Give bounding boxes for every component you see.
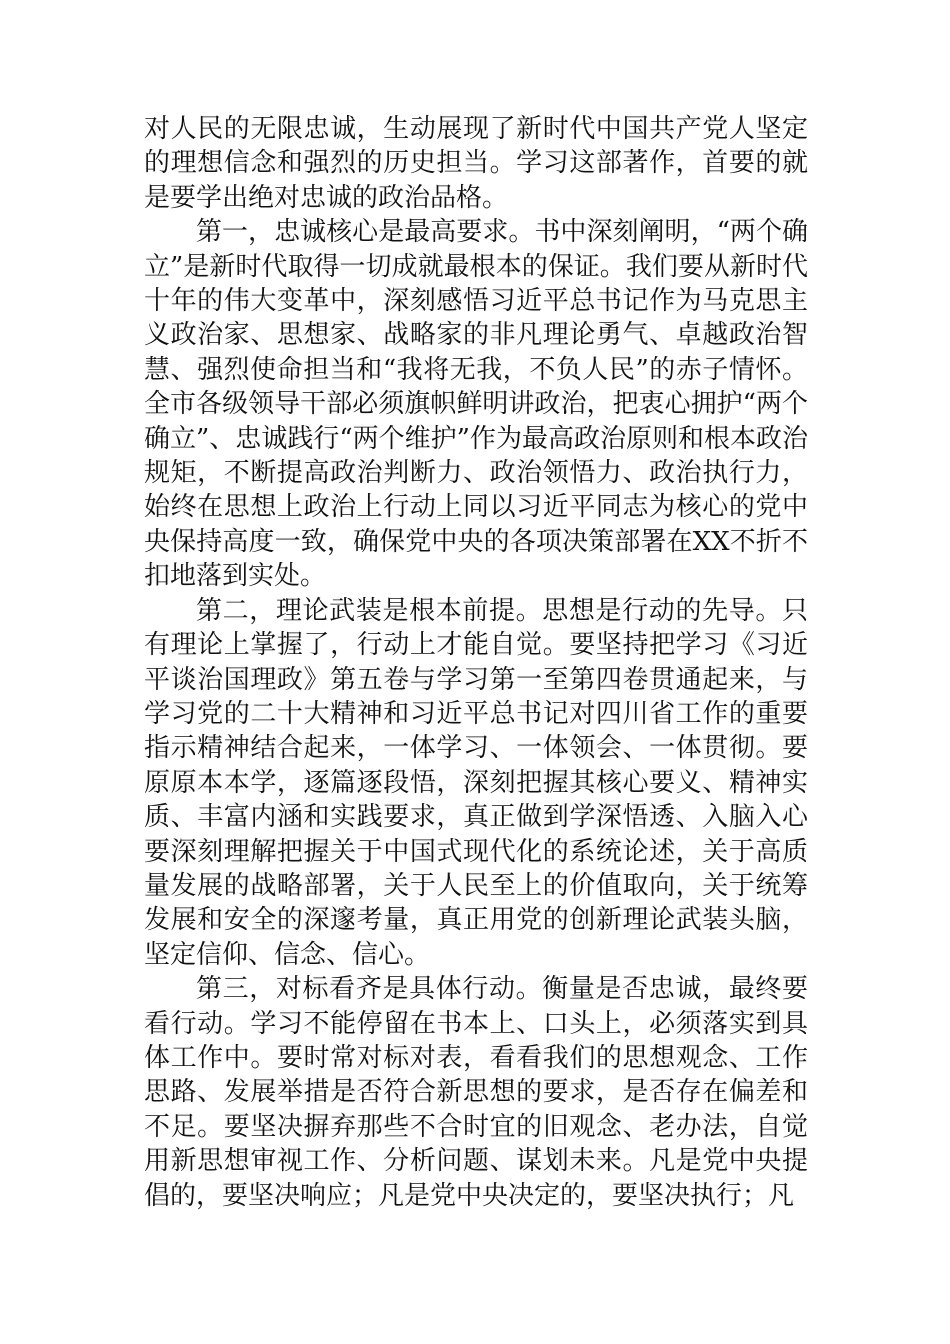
paragraph-second-point: 第二，理论武装是根本前提。思想是行动的先导。只有理论上掌握了，行动上才能自觉。要坚持把学习《习近平谈治国理政》第五卷与学习第一至第四卷贯通起来，与学习党的二十大精神和习近平总书记对四川省工作的重要指示精神结合起来，一体学习、一体领会、一体贯彻。要原原本本学，逐篇逐段悟，深刻把握其核心要义、精神实质、丰富内涵和实践要求，真正做到学深悟透、入脑入心要深刻理解把握关于中国式现代化的系统论述，关于高质量发展的战略部署，关于人民至上的价值取向，关于统筹发展和安全的深邃考量，真正用党的创新理论武装头脑，坚定信仰、信念、信心。 bbox=[144, 595, 808, 970]
paragraph-first-point: 第一，忠诚核心是最高要求。书中深刻阐明，“两个确立”是新时代取得一切成就最根本的保证。我们要从新时代十年的伟大变革中，深刻感悟习近平总书记作为马克思主义政治家、思想家、战略家的非凡理论勇气、卓越政治智慧、强烈使命担当和“我将无我，不负人民”的赤子情怀。全市各级领导干部必须旗帜鲜明讲政治，把衷心拥护“两个确立”、忠诚践行“两个维护”作为最高政治原则和根本政治规矩，不断提高政治判断力、政治领悟力、政治执行力，始终在思想上政治上行动上同以习近平同志为核心的党中央保持高度一致，确保党中央的各项决策部署在XX不折不扣地落到实处。 bbox=[144, 217, 808, 592]
document-body bbox=[144, 112, 808, 1213]
paragraph-intro: 对人民的无限忠诚，生动展现了新时代中国共产党人坚定的理想信念和强烈的历史担当。学习这部著作，首要的就是要学出绝对忠诚的政治品格。 bbox=[144, 114, 808, 213]
paragraph-third-point: 第三，对标看齐是具体行动。衡量是否忠诚，最终要看行动。学习不能停留在书本上、口头上，必须落实到具体工作中。要时常对标对表，看看我们的思想观念、工作思路、发展举措是否符合新思想的要求，是否存在偏差和不足。要坚决摒弃那些不合时宜的旧观念、老办法，自觉用新思想审视工作、分析问题、谋划未来。凡是党中央提倡的，要坚决响应；凡是党中央决定的，要坚决执行；凡 bbox=[144, 974, 808, 1211]
